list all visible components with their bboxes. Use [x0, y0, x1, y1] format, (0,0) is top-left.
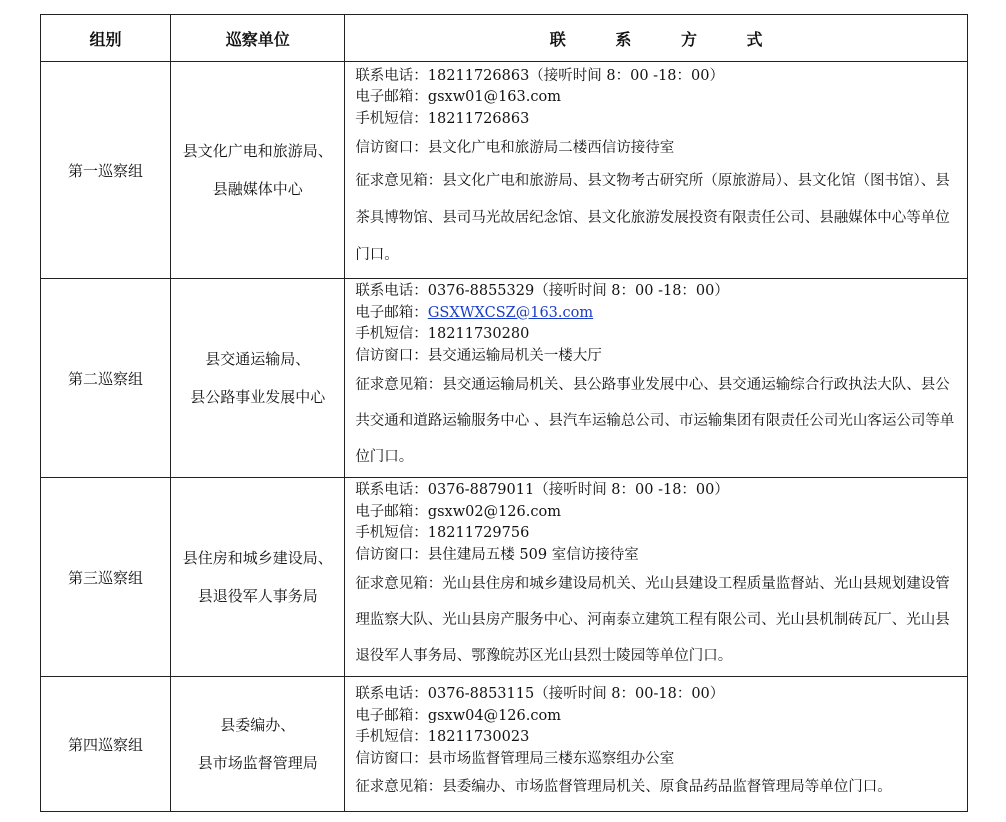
suggestion-box-line: 征求意见箱：县交通运输局机关、县公路事业发展中心、县交通运输综合行政执法大队、县公共交通和道路运输服务中心 、县汽车运输总公司、市运输集团有限责任公司光山客运公司等单位门口。 — [355, 377, 955, 465]
unit-line: 县住房和城乡建设局、 — [182, 549, 333, 567]
sms-line: 手机短信：18211730280 — [355, 326, 530, 342]
visit-line: 信访窗口：县交通运输局机关一楼大厅 — [355, 347, 602, 364]
unit-cell — [171, 478, 345, 677]
email-address: gsxw04@126.com — [427, 707, 561, 724]
phone-line: 联系电话：0376-8853115（接听时间 8：00-18：00） — [355, 686, 725, 702]
visit-line: 信访窗口：县市场监督管理局三楼东巡察组办公室 — [355, 750, 675, 767]
table-row — [41, 677, 968, 812]
table-row — [41, 62, 968, 279]
header-unit: 巡察单位 — [171, 15, 345, 62]
unit-line: 县交通运输局、 — [205, 350, 311, 368]
suggestion-box-line: 征求意见箱：光山县住房和城乡建设局机关、光山县建设工程质量监督站、光山县规划建设管理监察大队、光山县房产服务中心、河南泰立建筑工程有限公司、光山县机制砖瓦厂、光山县退役军人事务局、鄂豫皖苏区光山县烈士陵园等单位门口。 — [355, 576, 950, 664]
group-cell: 第二巡察组 — [41, 279, 171, 478]
contact-cell — [345, 279, 968, 478]
contact-cell — [345, 677, 968, 812]
suggestion-box-line: 征求意见箱：县委编办、市场监督管理局机关、原食品药品监督管理局等单位门口。 — [355, 779, 892, 795]
unit-line: 县公路事业发展中心 — [190, 388, 326, 406]
phone-line: 联系电话：18211726863（接听时间 8：00 -18：00） — [355, 67, 724, 84]
email-label: 电子邮箱： — [355, 304, 428, 321]
header-group: 组别 — [41, 15, 171, 62]
email-line — [355, 502, 961, 524]
inspection-contact-table — [40, 14, 968, 812]
table-row — [41, 279, 968, 478]
email-address: gsxw02@126.com — [427, 503, 561, 520]
contact-cell — [345, 62, 968, 279]
group-cell: 第一巡察组 — [41, 62, 171, 279]
visit-line: 信访窗口：县住建局五楼 509 室信访接待室 — [355, 546, 639, 563]
phone-line: 联系电话：0376-8879011（接听时间 8：00 -18：00） — [355, 482, 729, 498]
sms-line: 手机短信：18211729756 — [355, 525, 530, 541]
unit-line: 县融媒体中心 — [212, 180, 303, 198]
contact-cell — [345, 478, 968, 677]
suggestion-box-line: 征求意见箱：县文化广电和旅游局、县文物考古研究所（原旅游局）、县文化馆（图书馆）、县茶具博物馆、县司马光故居纪念馆、县文化旅游发展投资有限责任公司、县融媒体中心等单位门口。 — [355, 173, 950, 264]
email-label: 电子邮箱： — [355, 707, 428, 724]
email-label: 电子邮箱： — [355, 89, 428, 106]
email-line — [355, 706, 961, 728]
header-contact: 联 系 方 式 — [345, 15, 968, 62]
table-row — [41, 478, 968, 677]
email-address: gsxw01@163.com — [427, 89, 561, 106]
visit-line: 信访窗口：县文化广电和旅游局二楼西信访接待室 — [355, 140, 675, 157]
unit-cell — [171, 677, 345, 812]
unit-line: 县委编办、 — [220, 716, 296, 734]
email-line — [355, 303, 961, 325]
sms-line: 手机短信：18211726863 — [355, 110, 530, 127]
header-row — [41, 15, 968, 62]
unit-line: 县市场监督管理局 — [197, 754, 318, 772]
sms-line: 手机短信：18211730023 — [355, 729, 530, 745]
unit-line: 县退役军人事务局 — [197, 587, 318, 605]
phone-line: 联系电话：0376-8855329（接听时间 8：00 -18：00） — [355, 283, 729, 299]
email-link[interactable]: GSXWXCSZ@163.com — [427, 304, 594, 321]
email-label: 电子邮箱： — [355, 503, 428, 520]
unit-line: 县文化广电和旅游局、 — [182, 142, 333, 160]
group-cell: 第三巡察组 — [41, 478, 171, 677]
email-line — [355, 87, 961, 109]
unit-cell — [171, 279, 345, 478]
group-cell: 第四巡察组 — [41, 677, 171, 812]
unit-cell — [171, 62, 345, 279]
